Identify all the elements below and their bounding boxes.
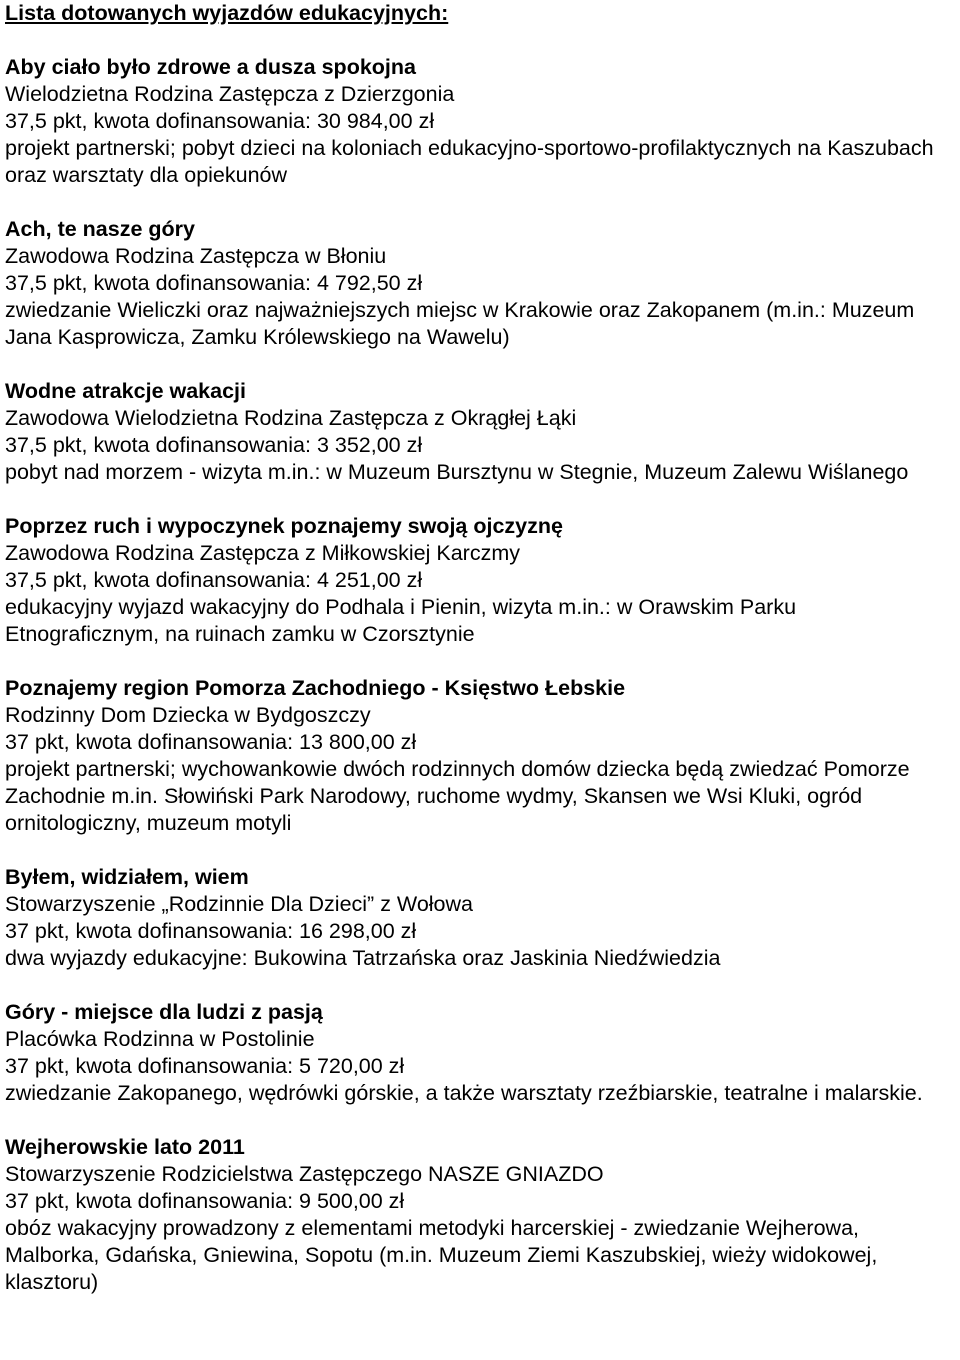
list-item bbox=[5, 513, 955, 648]
list-item bbox=[5, 54, 955, 189]
document-title: Lista dotowanych wyjazdów edukacyjnych: bbox=[5, 1, 449, 25]
document-page bbox=[5, 0, 955, 1323]
entry-title: Aby ciało było zdrowe a dusza spokojna bbox=[5, 55, 416, 79]
entry-title: Poprzez ruch i wypoczynek poznajemy swoją ojczyznę bbox=[5, 514, 563, 538]
entry-organization: Stowarzyszenie Rodzicielstwa Zastępczego NASZE GNIAZDO bbox=[5, 1162, 604, 1186]
list-item bbox=[5, 999, 955, 1107]
entry-description: obóz wakacyjny prowadzony z elementami metodyki harcerskiej - zwiedzanie Wejherowa, Malborka, Gdańska, Gniewina, Sopotu (m.in. Muzeum Ziemi Kaszubskiej, wieży widokowej, klasztoru) bbox=[5, 1216, 878, 1294]
entry-organization: Rodzinny Dom Dziecka w Bydgoszczy bbox=[5, 703, 371, 727]
list-item bbox=[5, 216, 955, 351]
list-item bbox=[5, 378, 955, 486]
entry-description: edukacyjny wyjazd wakacyjny do Podhala i Pienin, wizyta m.in.: w Orawskim Parku Etnograficznym, na ruinach zamku w Czorsztynie bbox=[5, 595, 797, 646]
list-item bbox=[5, 864, 955, 972]
entry-description: projekt partnerski; pobyt dzieci na koloniach edukacyjno-sportowo-profilaktycznych na Kaszubach oraz warsztaty dla opiekunów bbox=[5, 136, 934, 187]
entry-title: Ach, te nasze góry bbox=[5, 217, 195, 241]
entry-funding: 37 pkt, kwota dofinansowania: 9 500,00 zł bbox=[5, 1189, 405, 1213]
entry-organization: Placówka Rodzinna w Postolinie bbox=[5, 1027, 315, 1051]
entry-organization: Zawodowa Rodzina Zastępcza w Błoniu bbox=[5, 244, 387, 268]
entry-title: Poznajemy region Pomorza Zachodniego - Księstwo Łebskie bbox=[5, 676, 626, 700]
list-item bbox=[5, 675, 955, 837]
entry-organization: Stowarzyszenie „Rodzinnie Dla Dzieci” z Wołowa bbox=[5, 892, 473, 916]
entry-title: Wejherowskie lato 2011 bbox=[5, 1135, 245, 1159]
entry-title: Byłem, widziałem, wiem bbox=[5, 865, 249, 889]
entry-description: zwiedzanie Zakopanego, wędrówki górskie, a także warsztaty rzeźbiarskie, teatralne i malarskie. bbox=[5, 1081, 923, 1105]
entry-funding: 37 pkt, kwota dofinansowania: 5 720,00 zł bbox=[5, 1054, 405, 1078]
entry-title: Wodne atrakcje wakacji bbox=[5, 379, 246, 403]
entry-description: zwiedzanie Wieliczki oraz najważniejszych miejsc w Krakowie oraz Zakopanem (m.in.: Muzeum Jana Kasprowicza, Zamku Królewskiego na Wawelu) bbox=[5, 298, 915, 349]
entry-title: Góry - miejsce dla ludzi z pasją bbox=[5, 1000, 323, 1024]
list-item bbox=[5, 1134, 955, 1296]
entry-description: projekt partnerski; wychowankowie dwóch rodzinnych domów dziecka będą zwiedzać Pomorze Zachodnie m.in. Słowiński Park Narodowy, ruchome wydmy, Skansen we Wsi Kluki, ogród ornitologiczny, muzeum motyli bbox=[5, 757, 910, 835]
entry-organization: Wielodzietna Rodzina Zastępcza z Dzierzgonia bbox=[5, 82, 455, 106]
entry-organization: Zawodowa Wielodzietna Rodzina Zastępcza z Okrągłej Łąki bbox=[5, 406, 577, 430]
entry-organization: Zawodowa Rodzina Zastępcza z Miłkowskiej Karczmy bbox=[5, 541, 520, 565]
entry-description: dwa wyjazdy edukacyjne: Bukowina Tatrzańska oraz Jaskinia Niedźwiedzia bbox=[5, 946, 721, 970]
entry-funding: 37,5 pkt, kwota dofinansowania: 4 792,50 zł bbox=[5, 271, 423, 295]
entry-description: pobyt nad morzem - wizyta m.in.: w Muzeum Bursztynu w Stegnie, Muzeum Zalewu Wiślanego bbox=[5, 460, 909, 484]
entry-funding: 37,5 pkt, kwota dofinansowania: 30 984,00 zł bbox=[5, 109, 435, 133]
title-spacer bbox=[5, 27, 955, 54]
entry-funding: 37,5 pkt, kwota dofinansowania: 3 352,00 zł bbox=[5, 433, 423, 457]
entry-funding: 37,5 pkt, kwota dofinansowania: 4 251,00 zł bbox=[5, 568, 423, 592]
entry-funding: 37 pkt, kwota dofinansowania: 13 800,00 zł bbox=[5, 730, 417, 754]
entry-funding: 37 pkt, kwota dofinansowania: 16 298,00 zł bbox=[5, 919, 417, 943]
